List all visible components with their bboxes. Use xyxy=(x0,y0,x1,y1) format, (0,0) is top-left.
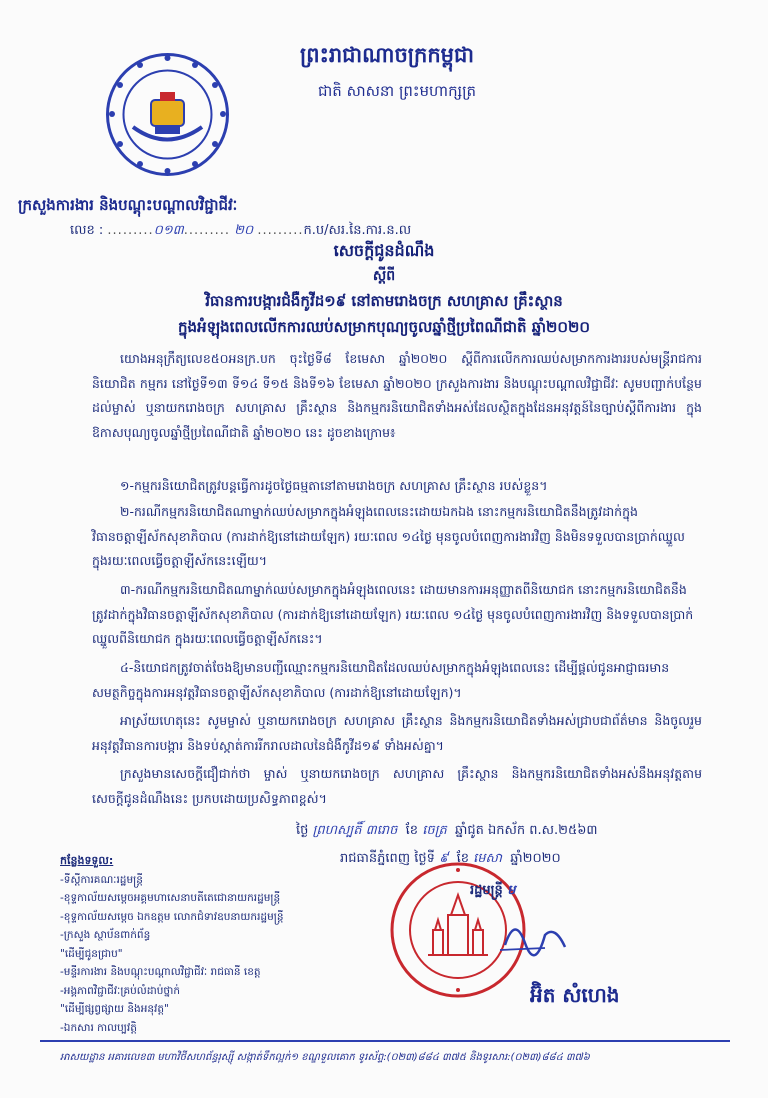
lunar-month-label: ខែ xyxy=(405,823,419,838)
conclusion-paragraph: អាស្រ័យហេតុនេះ សូមម្ចាស់ ឬនាយករោងចក្រ សហគ្រាស គ្រឹះស្ថាន និងកម្មករនិយោជិតទាំងអស់ជ្រាបជាព័ត៌មាន និងចូលរួមអនុវត្តវិធានការបង្ការ និងទប់ស្កាត់ការរីករាលដាលនៃជំងឺកូវីដ១៩ ទាំងអស់គ្នា។ xyxy=(92,713,702,753)
list-item: -ក្រសួង ស្ថាប័នពាក់ព័ន្ធ xyxy=(60,929,151,941)
list-item: "ដើម្បីជូនជ្រាប" xyxy=(60,947,123,960)
list-item-1: ១-កម្មករនិយោជិតត្រូវបន្តធ្វើការដូចថ្ងៃធម្មតានៅតាមរោងចក្រ សហគ្រាស គ្រឹះស្ថាន របស់ខ្លួន។ xyxy=(120,478,548,493)
notice-subject-label: ស្តីពី xyxy=(372,268,396,284)
signatory-name: អ៊ិត សំហេង xyxy=(530,983,620,1007)
reference-code: ក.ប/សរ.នៃ.ការ.ន.ល xyxy=(303,223,412,238)
reference-number: ០១៣ xyxy=(153,223,184,238)
recipients-list xyxy=(60,852,284,1037)
notice-subject-line-2: ក្នុងអំឡុងពេលលើកការឈប់សម្រាកបុណ្យចូលឆ្នាំថ្មីប្រពៃណីជាតិ ឆ្នាំ២០២០ xyxy=(178,318,590,336)
intro-paragraph: យោងអនុក្រឹត្យលេខ៥០អនក្រ.បក ចុះថ្ងៃទី៨ ខែមេសា ឆ្នាំ២០២០ ស្តីពីការលើកការឈប់សម្រាកការងាររបស់មន្ត្រីរាជការ និយោជិត កម្មករ នៅថ្ងៃទី១៣ ទី១៤ ទី១៥ និងទី១៦ ខែមេសា ឆ្នាំ២០២០ ក្រសួងការងារ និងបណ្តុះបណ្តាលវិជ្ជាជីវៈ សូមបញ្ជាក់បន្ថែមដល់ម្ចាស់ ឬនាយករោងចក្រ សហគ្រាស គ្រឹះស្ថាន និងកម្មករនិយោជិតទាំងអស់ដែលស្ថិតក្នុងដែនអនុវត្តន៍នៃច្បាប់ស្តីពីការងារ ក្នុងឱកាសបុណ្យចូលឆ្នាំថ្មីប្រពៃណីជាតិ ឆ្នាំ២០២០ នេះ ដូចខាងក្រោម៖ xyxy=(92,351,702,440)
national-motto: ជាតិ សាសនា ព្រះមហាក្សត្រ xyxy=(318,82,477,100)
lunar-day: ព្រហស្បតិ៍ ៣រោច xyxy=(312,823,398,838)
day-label: ថ្ងៃទី xyxy=(414,851,435,866)
handwritten-signature xyxy=(485,905,585,965)
list-item: -ខុទ្ទកាល័យសម្តេច ឯកឧត្តម លោកជំទាវឧបនាយករដ្ឋមន្ត្រី xyxy=(60,910,284,923)
minister-title: រដ្ឋមន្ត្រី ម xyxy=(470,883,516,898)
month-value: មេសា xyxy=(473,851,502,866)
recipients-heading: កន្លែងទទួល: xyxy=(60,854,114,867)
list-item: -មន្ទីរការងារ និងបណ្តុះបណ្តាលវិជ្ជាជីវៈ រាជធានី ខេត្ត xyxy=(60,966,261,978)
list-item-4: ៤-និយោជកត្រូវចាត់ចែងឱ្យមានបញ្ជីឈ្មោះកម្មករនិយោជិតដែលឈប់សម្រាកក្នុងអំឡុងពេលនេះ ដើម្បីផ្តល់ជូនអាជ្ញាធរមានសមត្ថកិច្ចក្នុងការអនុវត្តវិធានចត្តាឡីស័កសុខាភិបាល (ការដាក់ឱ្យនៅដោយឡែក)។ xyxy=(92,660,670,700)
lunar-year: ឆ្នាំជូត ឯកស័ក ព.ស.២៥៦៣ xyxy=(454,823,598,838)
lunar-prefix: ថ្ងៃ xyxy=(296,823,309,838)
date-place: រាជធានីភ្នំពេញ xyxy=(340,851,411,866)
list-item-2: ២-ករណីកម្មករនិយោជិតណាម្នាក់ឈប់សម្រាកក្នុងអំឡុងពេលនេះដោយឯកឯង នោះកម្មករនិយោជិតនឹងត្រូវដាក់ក្នុងវិធានចត្តាឡីស័កសុខាភិបាល (ការដាក់ឱ្យនៅដោយឡែក) រយៈពេល ១៤ថ្ងៃ មុនចូលបំពេញការងារវិញ និងមិនទទួលបានប្រាក់ឈ្នួល ក្នុងរយៈពេលធ្វើចត្តាឡីស័កនេះឡើយ។ xyxy=(92,504,685,568)
closing-paragraph: ក្រសួងមានសេចក្តីជឿជាក់ថា ម្ចាស់ ឬនាយករោងចក្រ សហគ្រាស គ្រឹះស្ថាន និងកម្មករនិយោជិតទាំងអស់នឹងអនុវត្តតាមសេចក្តីជូនដំណឹងនេះ ប្រកបដោយប្រសិទ្ធភាពខ្ពស់។ xyxy=(92,766,702,806)
kingdom-heading: ព្រះរាជាណាចក្រកម្ពុជា xyxy=(300,43,475,67)
list-item: -ឯកសារ កាលប្បវត្តិ xyxy=(60,1021,137,1034)
lunar-month: ចេត្រ xyxy=(422,823,447,838)
notice-title: សេចក្តីជូនដំណឹង xyxy=(333,241,435,260)
year-value: ឆ្នាំ២០២០ xyxy=(510,851,561,866)
lunar-date xyxy=(296,822,598,841)
reference-label: លេខ : xyxy=(70,223,104,238)
list-item-3: ៣-ករណីកម្មករនិយោជិតណាម្នាក់ឈប់សម្រាកក្នុងអំឡុងពេលនេះ ដោយមានការអនុញ្ញាតពីនិយោជក នោះកម្មករនិយោជិតនឹងត្រូវដាក់ក្នុងវិធានចត្តាឡីស័កសុខាភិបាល (ការដាក់ឱ្យនៅដោយឡែក) រយៈពេល ១៤ថ្ងៃ មុនចូលបំពេញការងារវិញ និងទទួលបានប្រាក់ឈ្នួលពីនិយោជក ក្នុងរយៈពេលធ្វើចត្តាឡីស័កនេះ។ xyxy=(92,582,694,646)
day-value: ៩ xyxy=(439,851,449,866)
reference-year: ២០ xyxy=(234,223,254,238)
minister-title-text: រដ្ឋមន្ត្រី xyxy=(470,883,503,898)
list-item: -ទីស្តីការគណៈរដ្ឋមន្ត្រី xyxy=(60,873,143,886)
ministry-logo xyxy=(105,52,230,177)
month-label: ខែ xyxy=(456,851,469,866)
list-item: "ដើម្បីផ្សព្វផ្សាយ និងអនុវត្ត" xyxy=(60,1003,169,1015)
footer-address: អាសយដ្ឋាន អគារលេខ៣ មហាវិថីសហព័ន្ធរុស្ស៊ី សង្កាត់ទឹកល្អក់១ ខណ្ឌទួលគោក ទូរស័ព្ទ:(០២៣)៨៨៤ ៣៧៥ និងទូរសារ:(០២៣)៨៨៤ ៣៧៦ xyxy=(60,1052,590,1063)
notice-subject-line-1: វិធានការបង្ការជំងឺកូវីដ១៩ នៅតាមរោងចក្រ សហគ្រាស គ្រឹះស្ថាន xyxy=(205,292,563,310)
footer-divider xyxy=(40,1040,730,1042)
reference-line: លេខ : .........០១៣......... ២០ .........ក.ប/សរ.នៃ.ការ.ន.ល xyxy=(70,223,412,238)
ministry-name: ក្រសួងការងារ និងបណ្តុះបណ្តាលវិជ្ជាជីវៈ xyxy=(18,196,238,214)
list-item: -អង្គភាពវិជ្ជាជីវៈគ្រប់លំដាប់ថ្នាក់ xyxy=(60,984,181,997)
list-item: -ខុទ្ទកាល័យសម្តេចអគ្គមហាសេនាបតីតេជោនាយករដ្ឋមន្ត្រី xyxy=(60,892,281,904)
